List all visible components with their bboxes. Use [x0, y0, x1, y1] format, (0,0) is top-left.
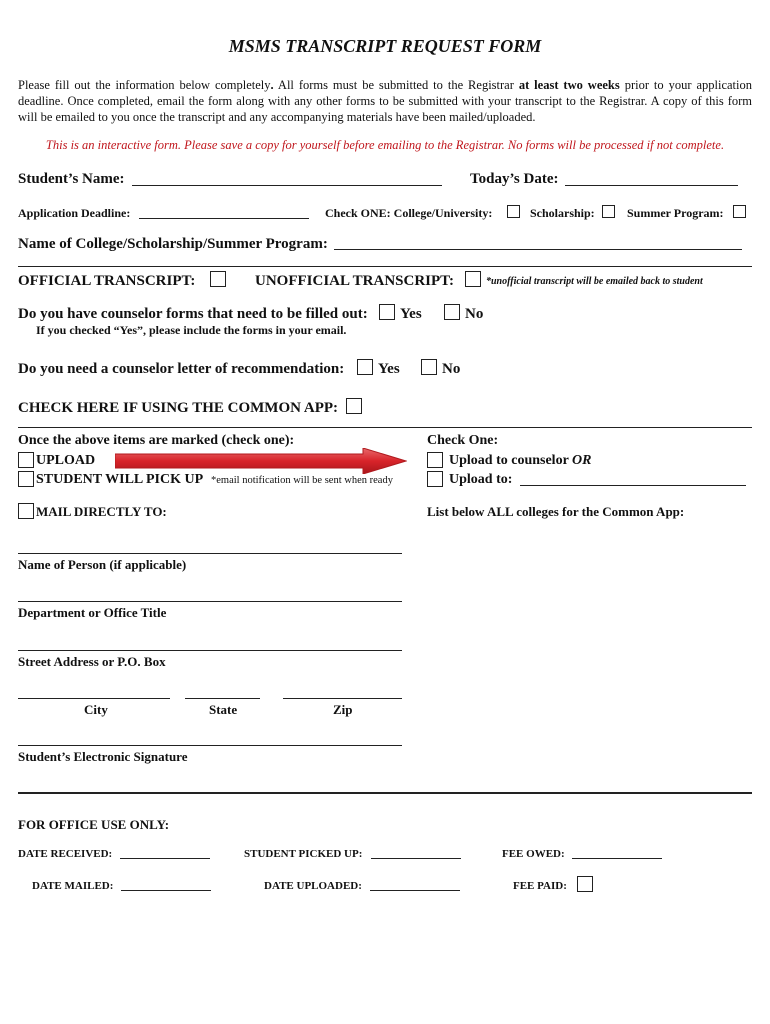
date-mailed-field[interactable]: [121, 890, 211, 891]
counselor-forms-no-label: No: [465, 306, 484, 322]
street-address-label: Street Address or P.O. Box: [18, 654, 166, 669]
student-picked-up-label: STUDENT PICKED UP:: [244, 848, 363, 860]
counselor-letter-no-checkbox[interactable]: [421, 359, 437, 375]
zip-field[interactable]: [283, 698, 402, 699]
signature-label: Student’s Electronic Signature: [18, 749, 188, 764]
summer-program-label: Summer Program:: [627, 206, 724, 220]
common-app-checkbox[interactable]: [346, 398, 362, 414]
upload-to-label: Upload to:: [449, 472, 513, 487]
upload-to-field[interactable]: [520, 485, 746, 486]
check-one-college-label: Check ONE: College/University:: [325, 206, 493, 220]
signature-field[interactable]: [18, 745, 402, 746]
state-field[interactable]: [185, 698, 260, 699]
date-uploaded-field[interactable]: [370, 890, 460, 891]
city-label: City: [84, 702, 108, 717]
state-label: State: [209, 702, 238, 717]
date-received-label: DATE RECEIVED:: [18, 848, 113, 860]
todays-date-field[interactable]: [565, 185, 738, 186]
counselor-letter-question: Do you need a counselor letter of recommendation:: [18, 361, 345, 377]
counselor-forms-yes-label: Yes: [400, 306, 422, 322]
scholarship-checkbox[interactable]: [602, 205, 615, 218]
department-field[interactable]: [18, 601, 402, 602]
unofficial-transcript-label: UNOFFICIAL TRANSCRIPT:: [255, 273, 455, 289]
application-deadline-field[interactable]: [139, 218, 309, 219]
college-name-field[interactable]: [334, 249, 742, 250]
counselor-letter-yes-label: Yes: [378, 361, 400, 377]
common-app-colleges-label: List below ALL colleges for the Common App:: [427, 504, 685, 519]
fee-owed-label: FEE OWED:: [502, 848, 565, 860]
todays-date-label: Today’s Date:: [470, 171, 559, 187]
date-uploaded-label: DATE UPLOADED:: [264, 880, 362, 892]
counselor-forms-no-checkbox[interactable]: [444, 304, 460, 320]
page-title: MSMS TRANSCRIPT REQUEST FORM: [228, 36, 542, 56]
fee-owed-field[interactable]: [572, 858, 662, 859]
mail-directly-label: MAIL DIRECTLY TO:: [36, 504, 167, 519]
counselor-letter-yes-checkbox[interactable]: [357, 359, 373, 375]
college-university-checkbox[interactable]: [507, 205, 520, 218]
application-deadline-label: Application Deadline:: [18, 206, 131, 220]
arrow-icon: [115, 448, 407, 474]
student-picked-up-field[interactable]: [371, 858, 461, 859]
person-name-label: Name of Person (if applicable): [18, 557, 187, 572]
counselor-forms-note: If you checked “Yes”, please include the forms in your email.: [36, 323, 347, 337]
date-received-field[interactable]: [120, 858, 210, 859]
counselor-letter-no-label: No: [442, 361, 461, 377]
interactive-notice: This is an interactive form. Please save a copy for yourself before emailing to the Registrar. No forms will be processed if not complete.: [45, 138, 725, 152]
person-name-field[interactable]: [18, 553, 402, 554]
student-name-field[interactable]: [132, 185, 442, 186]
student-name-label: Student’s Name:: [18, 171, 125, 187]
date-mailed-label: DATE MAILED:: [32, 880, 114, 892]
divider: [18, 427, 752, 428]
upload-to-checkbox[interactable]: [427, 471, 443, 487]
student-pickup-label: STUDENT WILL PICK UP: [36, 472, 204, 487]
check-one-heading: Check One:: [427, 433, 499, 448]
fee-paid-label: FEE PAID:: [513, 880, 567, 892]
upload-label: UPLOAD: [36, 453, 96, 468]
street-address-field[interactable]: [18, 650, 402, 651]
student-pickup-checkbox[interactable]: [18, 471, 34, 487]
pickup-note: *email notification will be sent when ready: [211, 475, 393, 486]
city-field[interactable]: [18, 698, 170, 699]
counselor-forms-question: Do you have counselor forms that need to be filled out:: [18, 306, 368, 322]
scholarship-label: Scholarship:: [530, 206, 595, 220]
office-use-heading: FOR OFFICE USE ONLY:: [18, 817, 170, 832]
mail-directly-checkbox[interactable]: [18, 503, 34, 519]
official-transcript-checkbox[interactable]: [210, 271, 226, 287]
delivery-heading: Once the above items are marked (check one):: [18, 433, 295, 448]
upload-counselor-checkbox[interactable]: [427, 452, 443, 468]
unofficial-transcript-checkbox[interactable]: [465, 271, 481, 287]
divider: [18, 266, 752, 267]
summer-program-checkbox[interactable]: [733, 205, 746, 218]
upload-counselor-label: Upload to counselor OR: [449, 453, 592, 468]
upload-checkbox[interactable]: [18, 452, 34, 468]
fee-paid-checkbox[interactable]: [577, 876, 593, 892]
common-app-label: CHECK HERE IF USING THE COMMON APP:: [18, 400, 339, 416]
official-transcript-label: OFFICIAL TRANSCRIPT:: [18, 273, 196, 289]
college-name-label: Name of College/Scholarship/Summer Program:: [18, 236, 328, 252]
unofficial-transcript-note: *unofficial transcript will be emailed back to student: [486, 276, 703, 287]
counselor-forms-yes-checkbox[interactable]: [379, 304, 395, 320]
zip-label: Zip: [333, 702, 353, 717]
department-label: Department or Office Title: [18, 605, 167, 620]
divider: [18, 792, 752, 794]
intro-paragraph: Please fill out the information below completely. All forms must be submitted to the Registrar at least two weeks prior to your application deadline. Once completed, email the form along with any other forms to be submitted with your transcript to the Registrar. A copy of this form will be emailed to you once the transcript and any accompanying materials have been mailed/uploaded.: [18, 78, 752, 124]
